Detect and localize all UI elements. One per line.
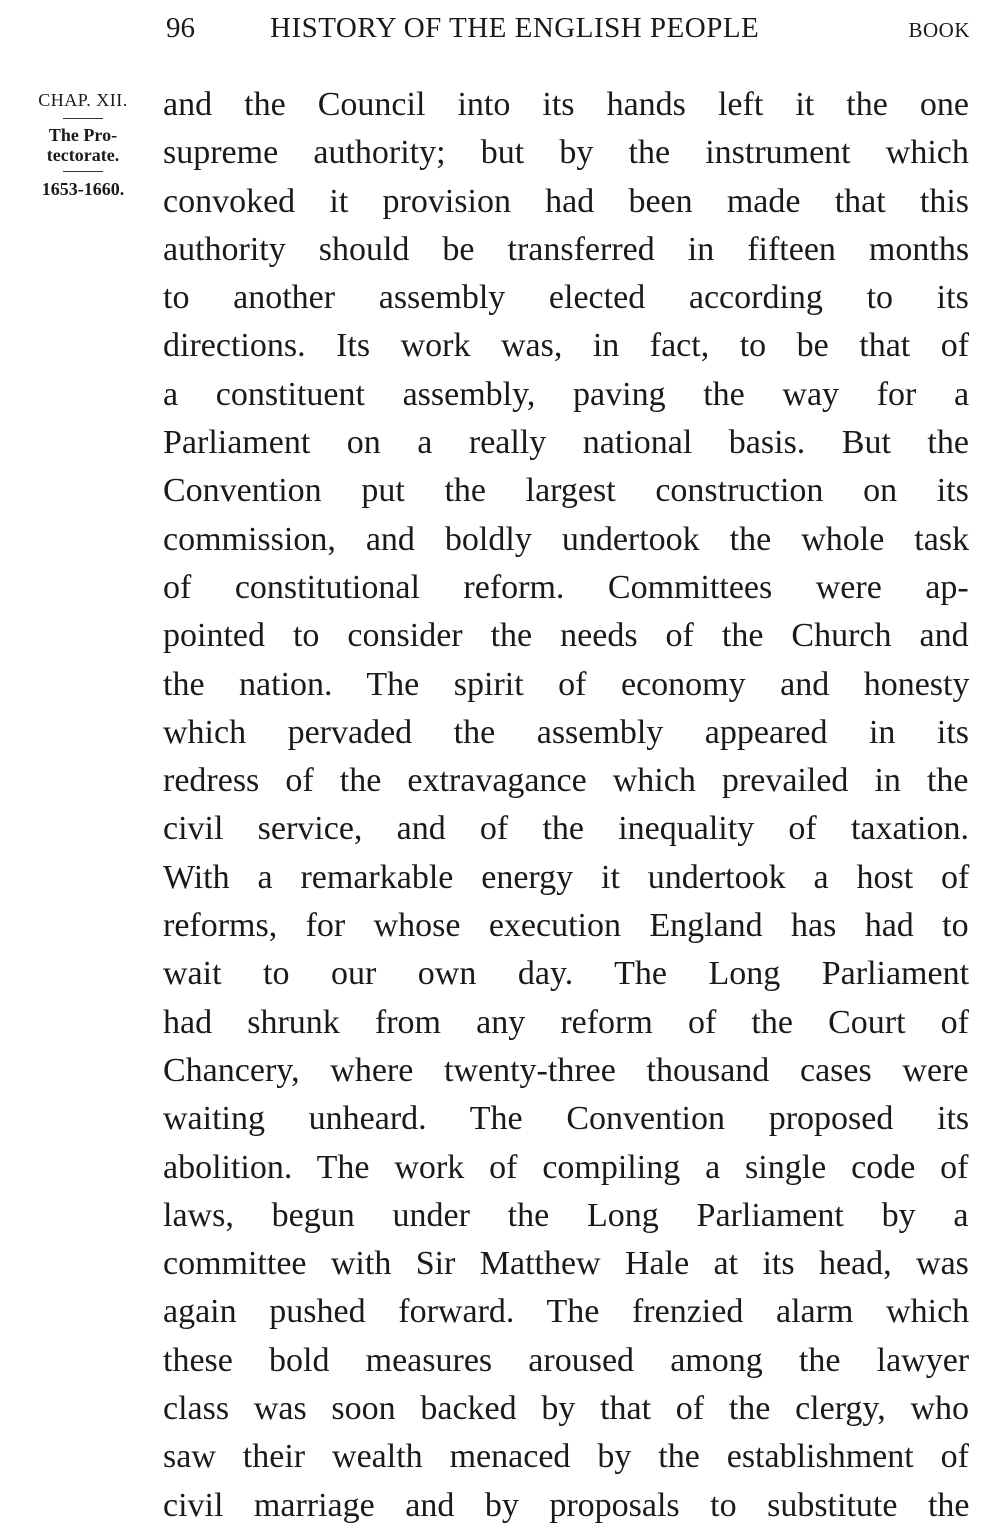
- text-line: waiting unheard. The Convention proposed its: [163, 1100, 970, 1138]
- text-line: laws, begun under the Long Parliament by a: [163, 1196, 969, 1234]
- running-title: HISTORY OF THE ENGLISH PEOPLE: [270, 12, 760, 44]
- text-line: reforms, for whose execution England has had to: [163, 907, 969, 945]
- text-line: pointed to consider the needs of the Church and: [163, 617, 969, 655]
- text-line: which pervaded the assembly appeared in its: [163, 713, 970, 751]
- book-label: BOOK: [908, 18, 970, 42]
- text-line: a constituent assembly, paving the way for a: [163, 375, 970, 413]
- text-line: these bold measures aroused among the lawyer: [163, 1341, 970, 1379]
- text-line: again pushed forward. The frenzied alarm which: [163, 1293, 970, 1331]
- date-range-note: 1653-1660.: [41, 179, 125, 199]
- text-line: Chancery, where twenty-three thousand cases were: [163, 1051, 969, 1089]
- text-line: Convention put the largest construction on its: [163, 472, 969, 510]
- text-line: abolition. The work of compiling a single code of: [163, 1148, 969, 1186]
- section-note-line-1: The Pro-: [48, 125, 118, 145]
- chapter-label: CHAP. XII.: [38, 90, 128, 110]
- margin-rule: [63, 118, 103, 119]
- text-line: directions. Its work was, in fact, to be that of: [163, 327, 970, 365]
- text-line: wait to our own day. The Long Parliament: [163, 955, 970, 993]
- text-line: and the Council into its hands left it the one: [163, 86, 969, 123]
- running-header: [160, 10, 970, 46]
- margin-rule: [63, 171, 103, 172]
- text-line: With a remarkable energy it undertook a host of: [163, 858, 970, 896]
- text-line: commission, and boldly undertook the whole task: [163, 520, 970, 558]
- text-line: class was soon backed by that of the clergy, who: [163, 1390, 969, 1428]
- margin-notes: [18, 88, 148, 200]
- text-line: the nation. The spirit of economy and honesty: [163, 665, 970, 703]
- section-note-line-2: tectorate.: [46, 145, 120, 165]
- text-line: of constitutional reform. Committees were ap-: [163, 568, 969, 606]
- text-line: committee with Sir Matthew Hale at its head, was: [163, 1245, 969, 1283]
- text-line: saw their wealth menaced by the establishment of: [163, 1438, 969, 1476]
- body-text: [163, 81, 969, 1530]
- text-line: redress of the extravagance which prevailed in the: [163, 762, 969, 800]
- page-number: 96: [166, 12, 195, 44]
- text-line: civil marriage and by proposals to substitute the: [163, 1486, 970, 1524]
- text-line: authority should be transferred in fifteen months: [163, 230, 970, 268]
- text-line: supreme authority; but by the instrument which: [163, 134, 969, 172]
- text-line: convoked it provision had been made that this: [163, 182, 970, 220]
- text-line: Parliament on a really national basis. But the: [163, 424, 969, 462]
- text-line: had shrunk from any reform of the Court of: [163, 1003, 969, 1041]
- text-line: civil service, and of the inequality of taxation.: [163, 810, 969, 848]
- text-line: to another assembly elected according to its: [163, 279, 969, 317]
